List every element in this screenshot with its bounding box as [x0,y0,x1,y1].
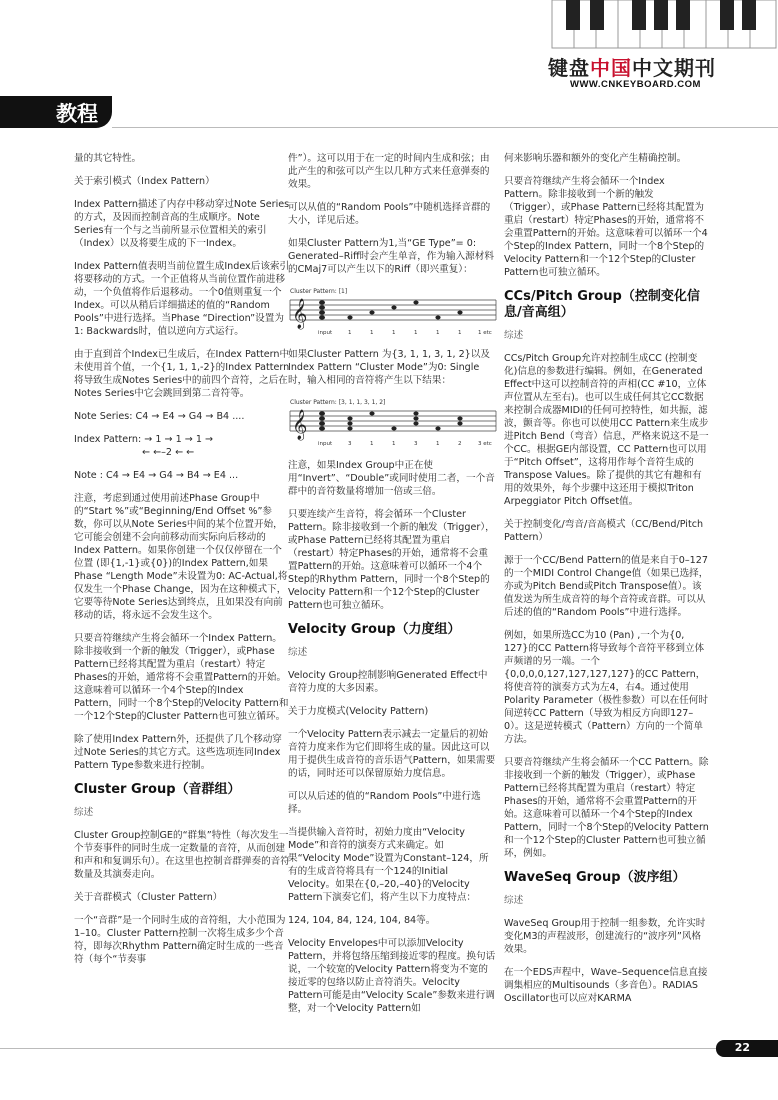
paragraph: 可以从值的“Random Pools”中随机选择音群的大小，详见后述。 [288,202,491,226]
index-pattern-line: Index Pattern: → 1 → 1 → 1 → [74,434,214,445]
paragraph: 只要音符继续产生将会循环一个Index Pattern。除非接收到一个新的触发（Trigger），或Phase Pattern已经将其配置为重启（restart）特定Phases的开始，通常将不会重置Pattern的开始。这意味着可以循环一个4个Step的Index Pattern，同时一个8个Step的Velocity Pattern和一个12个Step的Cluster Pattern也可独立循环。 [74,633,289,722]
page-number: 22 [734,1041,750,1054]
section-subtitle: 综述 [504,895,524,906]
paragraph: 只要连续产生音符，将会循环一个Cluster Pattern。除非接收到一个新的触发（Trigger），或Phase Pattern已经将其配置为重启（restart）特定Phases的开始，通常将不会重置Pattern的开始。这意味着可以循环一个4个Step的Rhythm Pattern，同时一个8个Step的Velocity Pattern和一个12个Step的Cluster Pattern也可独立循环。 [288,509,495,611]
paragraph: 如果Cluster Pattern为1,当“GE Type”= 0: Generated–Riff时会产生单音，作为输入源材料的CMaj7可以产生以下的Riff（即兴重复）： [288,238,494,275]
paragraph: 例如，如果所选CC为10 (Pan) ,一个为{0, 127}的CC Pattern将导致每个音符平移到立体声频谱的另一端。一个{0,0,0,0,127,127,127,127}的CC Pattern，将使音符的演奏方式为左4，右4。通过使用Polarity Parameter（极性参数）可以在任何时间逆转CC Pattern（导致为相反方向即127–0）。这是逆转模式（Pattern）方向的一个简单方法。 [504,630,708,745]
paragraph: 量的其它特性。 [74,153,142,164]
staff-etc-label: 1 etc [478,330,492,336]
treble-clef-icon: 𝄞 [292,299,308,329]
paragraph: 由于直到首个Index已生成后，在Index Pattern中未使用首个值，一个{1, 1, 1,-2}的Index Pattern将导致生成Notes Series中的前四个音符，之后在Notes Series中它会跳回到第二音符等。 [74,349,290,399]
staff-etc-label: 3 etc [478,441,492,447]
logo-title-c: 中文期刊 [632,56,716,80]
paragraph: 可以从后述的值的“Random Pools”中进行选择。 [288,791,481,815]
subheading: 关于音群模式（Cluster Pattern） [74,892,223,903]
paragraph: WaveSeq Group用于控制一组参数，允许实时变化M3的声程波形，创建流行的“波序列”风格效果。 [504,918,706,955]
treble-clef-icon: 𝄞 [292,410,308,440]
paragraph: Velocity Envelopes中可以添加Velocity Pattern，并将包络压缩到接近零的程度。换句话说，一个较宽的Velocity Pattern将变为不宽的接近零的包络以防止音符消失。Velocity Pattern可能是由“Velocity Scale”参数来进行调整，对一个Velocity Pattern如 [288,938,496,1014]
paragraph: 件”）。这可以用于在一定的时间内生成和弦；由此产生的和弦可以产生以几种方式来任意弹奏的效果。 [288,153,490,190]
section-tab-label: 教程 [56,102,98,126]
staff-label: Cluster Pattern: [3, 1, 1, 3, 1, 2] [290,399,386,406]
staff-input-label: input [318,330,333,336]
paragraph: Index Pattern值表明当前位置生成Index后该索引将要移动的方式。一个正值将从当前位置作前进移动，一个负值将作后退移动。一个0值则重复一个Index。可以从稍后详细描述的值的“Random Pools”中进行选择。当Phase “Direction”设置为1: Backwards时，值以逆向方式运行。 [74,261,290,337]
music-staff-example-1 [288,286,498,340]
paragraph: 当提供输入音符时，初始力度由“Velocity Mode”和音符的演奏方式来确定。如果“Velocity Mode”设置为Constant–124，所有的生成音符将具有一个124的Initial Velocity。如果在{0,–20,–40}的Velocity Pattern下演奏它们，将产生以下力度特点： [288,827,489,903]
section-tab [0,96,112,128]
staff-count: 1 [370,330,374,336]
subheading: 关于索引模式（Index Pattern） [74,176,215,187]
staff-label: Cluster Pattern: [1] [290,288,348,295]
subheading: 关于控制变化/弯音/音高模式（CC/Bend/Pitch Pattern） [504,519,704,543]
index-pattern-return-line: ← ←–2 ← ← [142,447,195,458]
paragraph: 何来影响乐器和额外的变化产生精确控制。 [504,153,687,164]
staff-count: 2 [458,441,462,447]
cluster-group-heading: Cluster Group（音群组） [74,782,241,797]
section-subtitle: 综述 [504,330,524,341]
paragraph: Cluster Group控制GE的“群集”特性（每次发生一个节奏事件的同时生成一定数量的音符，从而创建和声和和复调乐句）。在这里也控制音群弹奏的音符数量及其演奏走向。 [74,830,290,880]
section-subtitle: 综述 [288,647,308,658]
staff-count: 3 [348,441,352,447]
subheading: 关于力度模式(Velocity Pattern) [288,706,429,717]
paragraph: 注意，考虑到通过使用前述Phase Group中的“Start %”或“Beginning/End Offset %”参数，你可以从Note Series中间的某个位置开始，它可能会创建不会向前移动而实际向后移动的Index Pattern。如果你创建一个仅仅停留在一个位置 (即{1,-1}或{0})的Index Pattern,如果Phase “Length Mode”未设置为0: AC-Actual,将仅发生一个Phase Change，因为在这种模式下，它要等待Note Series达到终点，且如果没有向前移动的话，将永远不会发生这个。 [74,493,288,621]
paragraph: CCs/Pitch Group允许对控制生成CC (控制变化)信息的参数进行编辑。例如，在Generated Effect中这可以控制音符的声相(CC #10，立体声位置从左至右)。也可以生成任何其它CC数据来控制合成器MIDI的任何可控特性，如共振，滤波，颤音等。你也可以使用CC Pattern来生成步进Pitch Bend（弯音）信息，严格来说这不是一个CC。根据GE内部设置，CC Pattern也可以用于“Pitch Offset”，这将用作每个音符生成的Transpose Values。除了提供的其它有趣和有用的效果外，每个步骤中这还用于模拟Triton Arpeggiator Pitch Offset值。 [504,353,709,507]
staff-count: 3 [414,441,418,447]
paragraph: 注意，如果Index Group中正在使用“Invert”、“Double”或同时使用二者，一个音群中的音符数量将增加一倍或三倍。 [288,460,495,497]
column-1 [74,152,290,976]
section-subtitle: 综述 [74,807,94,818]
header-rule [112,127,778,128]
paragraph: 除了使用Index Pattern外，还提供了几个移动穿过Note Series的其它方式。这些选项连同Index Pattern Type参数来进行控制。 [74,734,282,771]
column-2 [288,152,496,1025]
staff-input-label: input [318,441,333,447]
column-3 [504,152,710,1015]
staff-count: 1 [370,441,374,447]
paragraph: 如果Cluster Pattern 为{3, 1, 1, 3, 1, 2}以及Index Pattern “Cluster Mode”为0: Single时，输入相同的音符将产生以下结果： [288,349,490,386]
staff-count: 1 [458,330,462,336]
paragraph: 源于一个CC/Bend Pattern的值是来自于0–127的一个MIDI Control Change值（如果已选择，亦或为Pitch Bend或Pitch Transpose值）。该值发送为所生成音符的每个音符或音群。可以从后述的值的“Random Pools”中进行选择。 [504,555,709,618]
footer-rule [0,1048,778,1049]
ccs-pitch-group-heading: CCs/Pitch Group（控制变化信息/音高组） [504,289,700,320]
logo-title-b: 中国 [590,56,632,80]
paragraph: Velocity Group控制影响Generated Effect中音符力度的大多因素。 [288,670,488,694]
music-staff-example-2 [288,397,498,451]
paragraph: 一个“音群”是一个同时生成的音符组，大小范围为1–10。Cluster Pattern控制一次将生成多少个音符，即每次Rhythm Pattern确定时生成的一些音符（每个“节奏事 [74,915,286,965]
magazine-logo [548,52,770,90]
keyboard-keys-graphic [548,0,778,52]
paragraph: 一个Velocity Pattern表示减去一定量后的初始音符力度来作为它们即将生成的量。因此这可以用于提供生成音符的音乐语气Pattern，如果需要的话，同时还可以保留原始力度信息。 [288,729,496,779]
staff-count: 1 [392,330,396,336]
paragraph: 只要音符继续产生将会循环一个CC Pattern。除非接收到一个新的触发（Trigger），或Phase Pattern已经将其配置为重启（restart）特定Phases的开始，通常将不会重置Pattern的开始。这意味着可以循环一个4个Step的Index Pattern，同时一个8个Step的Velocity Pattern和一个12个Step的Cluster Pattern也可独立循环，例如。 [504,757,709,859]
logo-title [548,52,716,81]
paragraph: Index Pattern描述了内存中移动穿过Note Series的方式，及因而控制音高的生成顺序。Note Series有一个与之当前所显示位置相关的索引（Index）以及将要生成的下一Index。 [74,199,290,249]
paragraph: 只要音符继续产生将会循环一个Index Pattern。除非接收到一个新的触发（Trigger），或Phase Pattern已经将其配置为重启（restart）特定Phases的开始，通常将不会重置Pattern的开始。这意味着可以循环一个4个Step的Index Pattern，同时一个8个Step的Velocity Pattern和一个12个Step的Cluster Pattern也可独立循环。 [504,176,708,278]
paragraph: 在一个EDS声程中，Wave–Sequence信息直接调集相应的Multisounds（多音色）。RADIAS Oscillator也可以应对KARMA [504,967,708,1004]
waveseq-group-heading: WaveSeq Group（波序组） [504,870,686,885]
staff-count: 1 [348,330,352,336]
staff-count: 1 [392,441,396,447]
logo-url: WWW.CNKEYBOARD.COM [570,79,701,90]
staff-count: 1 [414,330,418,336]
velocity-group-heading: Velocity Group（力度组） [288,622,461,637]
note-line: Note : C4 → E4 → G4 → B4 → E4 ... [74,470,239,481]
staff-count: 1 [436,441,440,447]
paragraph: 124, 104, 84, 124, 104, 84等。 [288,915,436,926]
note-series-line: Note Series: C4 → E4 → G4 → B4 .... [74,411,245,422]
logo-title-a: 键盘 [548,56,590,80]
staff-count: 1 [436,330,440,336]
